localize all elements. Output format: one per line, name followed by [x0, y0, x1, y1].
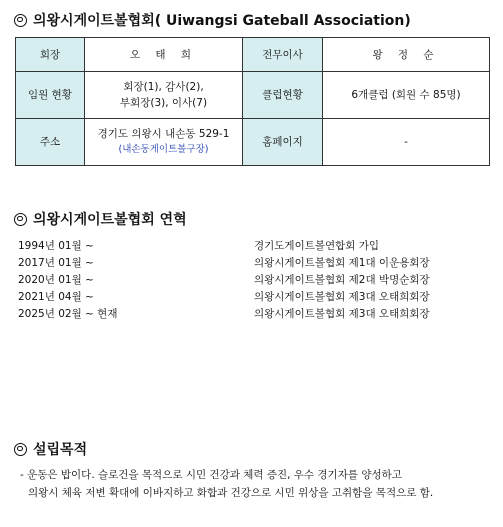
address-line-2[interactable]: (내손동게이트볼구장)	[118, 144, 209, 155]
section-title-purpose	[14, 439, 87, 459]
double-circle-icon	[14, 213, 27, 226]
address-line-1: 경기도 의왕시 내손동 529-1	[97, 128, 230, 140]
list-item	[18, 255, 488, 272]
list-item	[18, 238, 488, 255]
officers-label: 임원 현황	[16, 72, 85, 119]
address-value	[85, 119, 243, 166]
purpose-text	[20, 466, 495, 502]
president-label: 회장	[16, 38, 85, 72]
history-event: 경기도게이트볼연합회 가입	[254, 240, 380, 252]
double-circle-icon	[14, 443, 27, 456]
officers-line-1: 회장(1), 감사(2),	[123, 81, 204, 93]
history-event: 의왕시게이트볼협회 제2대 박명순회장	[254, 274, 430, 286]
section-title-association	[14, 10, 411, 30]
double-circle-icon	[14, 14, 27, 27]
director-label: 전무이사	[243, 38, 323, 72]
clubs-label: 클럽현황	[243, 72, 323, 119]
list-item	[18, 272, 488, 289]
address-label: 주소	[16, 119, 85, 166]
list-item	[18, 289, 488, 306]
section-title-history	[14, 209, 187, 229]
homepage-label: 홈페이지	[243, 119, 323, 166]
association-title-text: 의왕시게이트볼협회( Uiwangsi Gateball Association)	[33, 13, 411, 29]
history-date: 2025년 02월 ~ 현재	[18, 308, 118, 320]
clubs-value: 6개클럽 (회원 수 85명)	[323, 72, 490, 119]
president-value: 오 태 희	[85, 38, 243, 72]
officers-value	[85, 72, 243, 119]
table-row	[16, 38, 490, 72]
purpose-line-1: - 운동은 밥이다. 슬로건을 목적으로 시민 건강과 체력 증진, 우수 경기자를 양성하고	[20, 469, 402, 481]
history-date: 2020년 01월 ~	[18, 274, 94, 286]
list-item	[18, 306, 488, 323]
director-value: 왕 정 순	[323, 38, 490, 72]
history-date: 2021년 04월 ~	[18, 291, 94, 303]
table-row	[16, 119, 490, 166]
purpose-title-text: 설립목적	[33, 442, 88, 458]
history-event: 의왕시게이트볼협회 제3대 오태희회장	[254, 308, 430, 320]
history-list	[18, 238, 488, 323]
homepage-value: -	[323, 119, 490, 166]
table-row	[16, 72, 490, 119]
history-event: 의왕시게이트볼협회 제3대 오태희회장	[254, 291, 430, 303]
history-event: 의왕시게이트볼협회 제1대 이운용회장	[254, 257, 430, 269]
purpose-line-2: 의왕시 체육 저변 확대에 이바지하고 화합과 건강으로 시민 위상을 고취함을 목적으로 함.	[28, 487, 434, 499]
history-title-text: 의왕시게이트볼협회 연혁	[33, 212, 187, 228]
association-info-table	[15, 37, 490, 166]
history-date: 2017년 01월 ~	[18, 257, 94, 269]
history-date: 1994년 01월 ~	[18, 240, 94, 252]
officers-line-2: 부회장(3), 이사(7)	[119, 97, 208, 109]
